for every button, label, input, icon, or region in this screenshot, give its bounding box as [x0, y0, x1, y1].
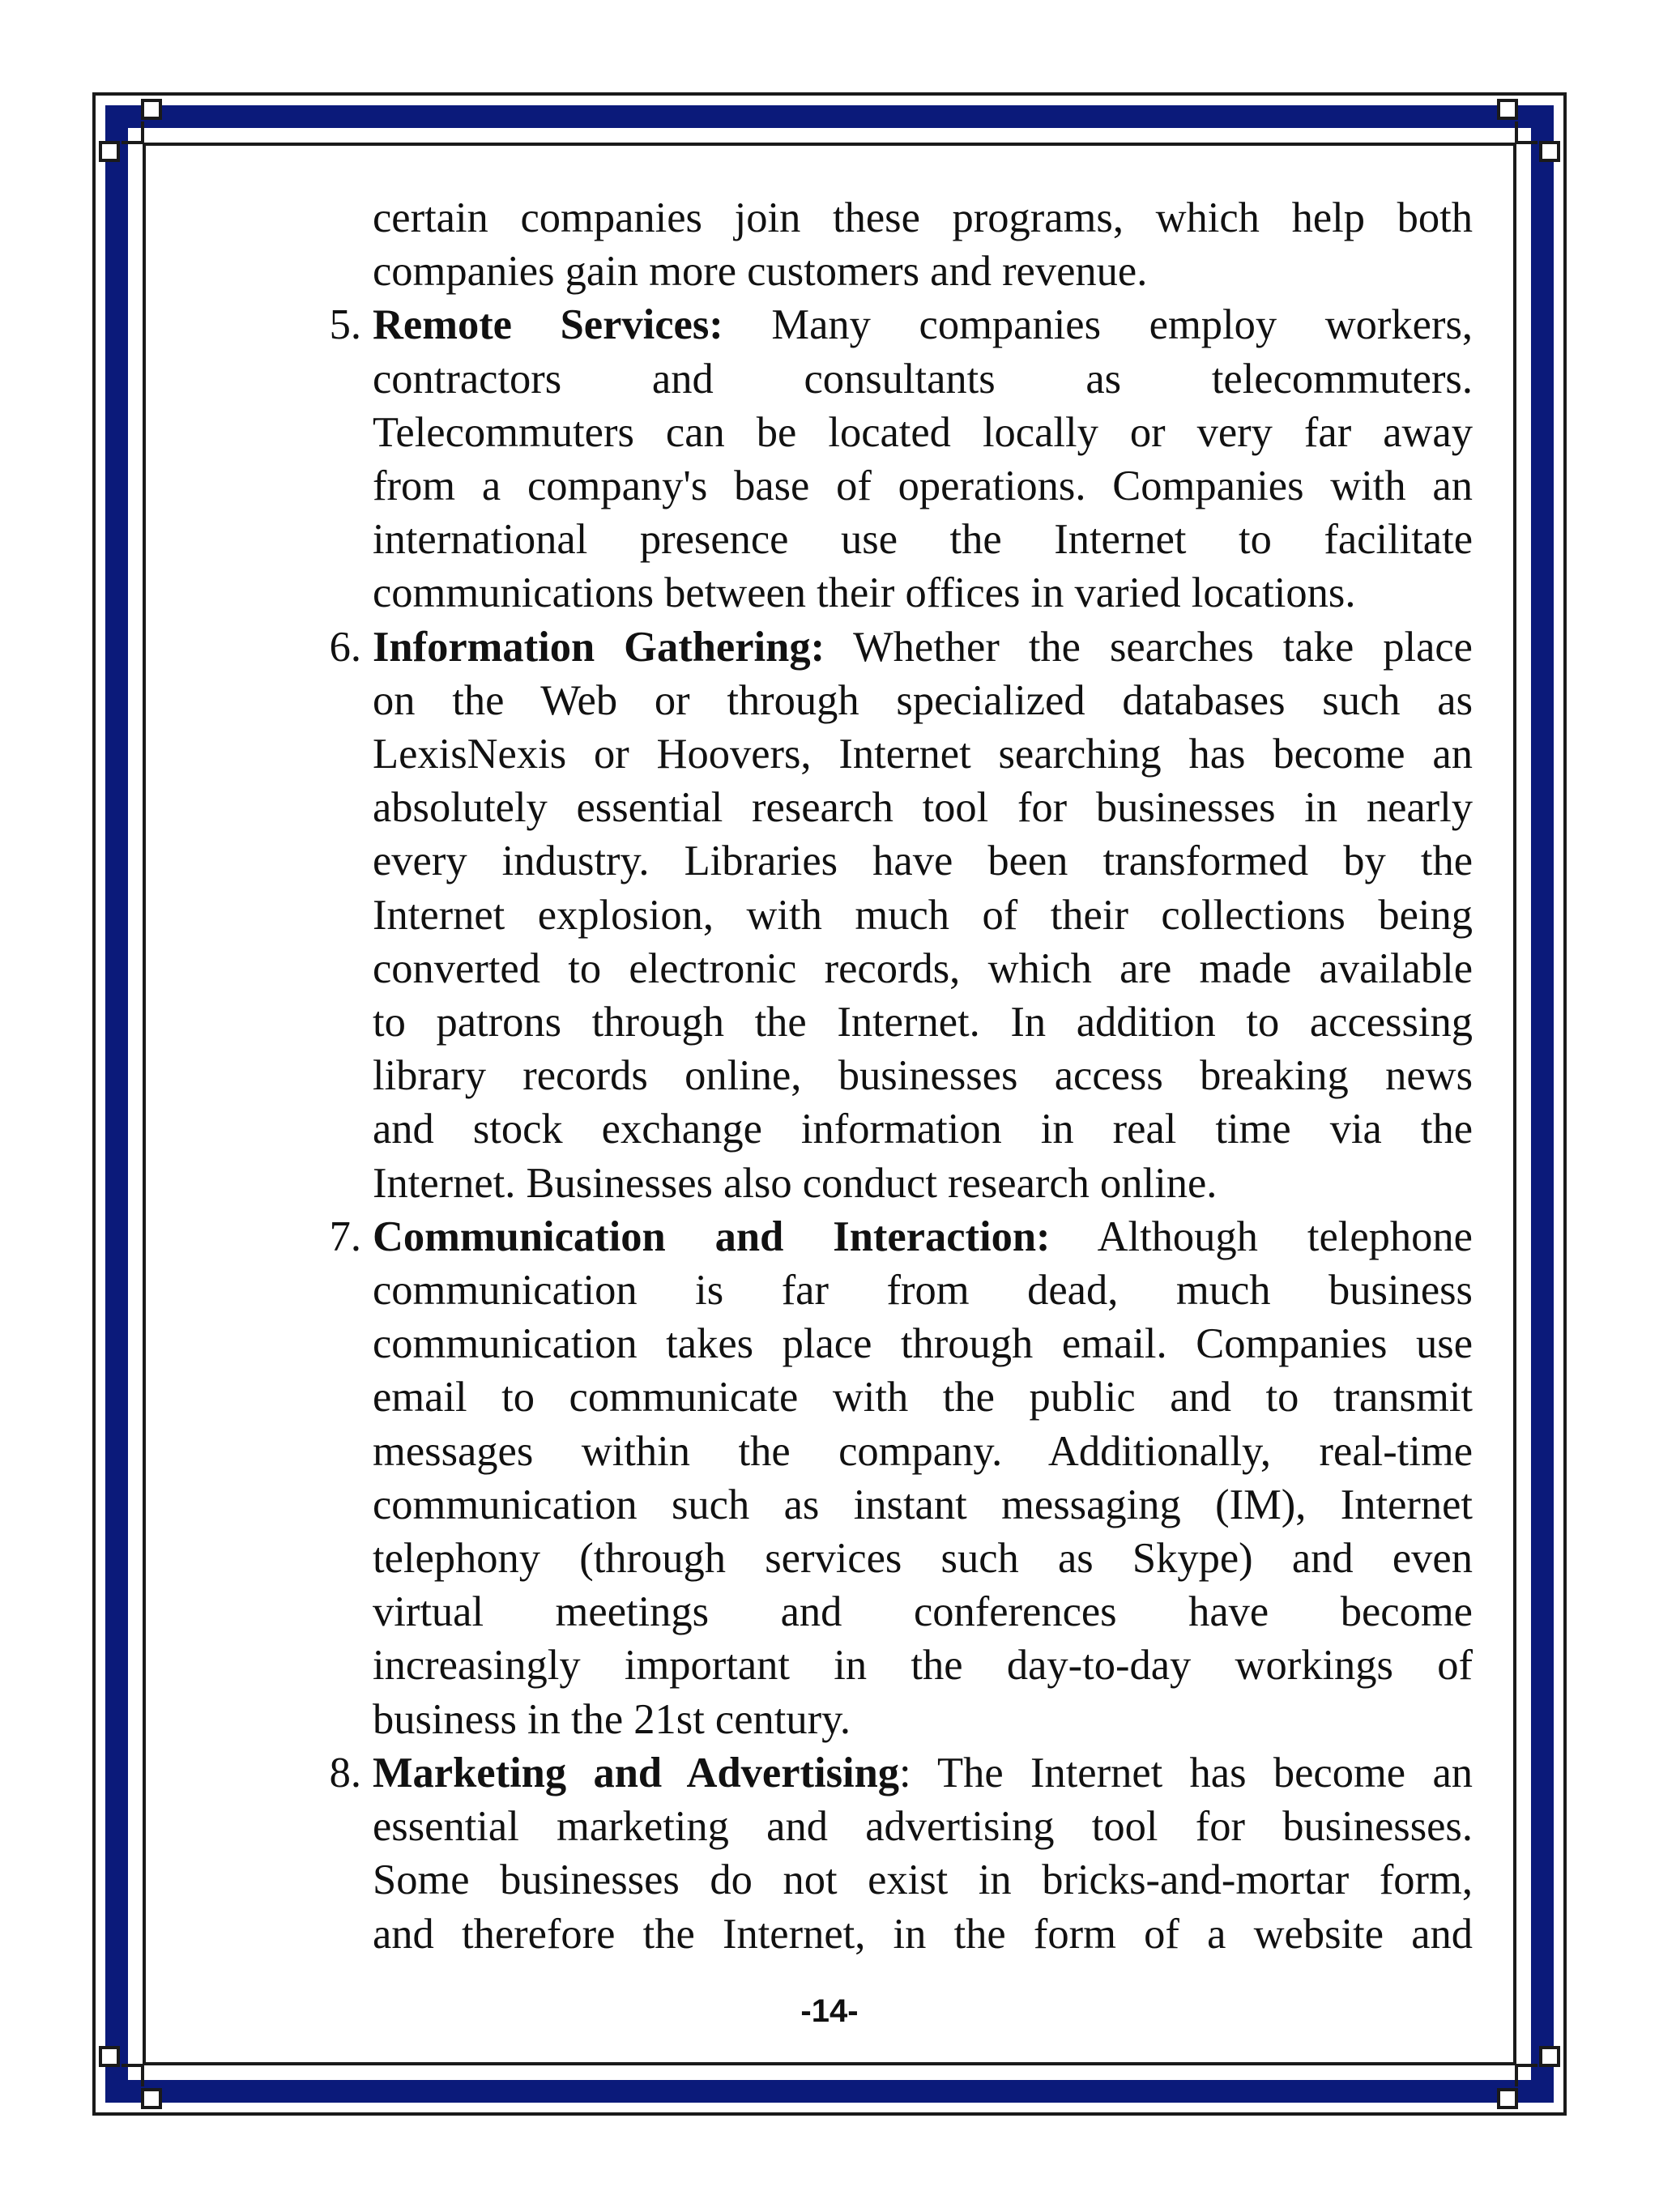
- list-item-5: [329, 298, 1473, 620]
- item-line: business in the 21st century.: [373, 1695, 851, 1743]
- item-line: increasingly important in the day-to-day workings of: [373, 1642, 1473, 1690]
- item-line: Internet. Businesses also conduct research online.: [373, 1159, 1218, 1207]
- item-line: international presence use the Internet to facilitate: [373, 516, 1473, 564]
- item-line: contractors and consultants as telecommuters.: [373, 355, 1473, 403]
- item-number: 5.: [329, 301, 361, 349]
- item-number: 7.: [329, 1213, 361, 1260]
- item-heading-suffix: :: [899, 1749, 911, 1796]
- item-line: library records online, businesses access breaking news: [373, 1052, 1473, 1100]
- item-line: on the Web or through specialized databases such as: [373, 676, 1473, 724]
- item-line: communication such as instant messaging (IM), Internet: [373, 1481, 1473, 1528]
- list-item-7: [329, 1210, 1473, 1746]
- item-line: converted to electronic records, which are made available: [373, 944, 1473, 992]
- item-line: email to communicate with the public and to transmit: [373, 1374, 1473, 1421]
- item-line: The Internet has become an: [911, 1749, 1473, 1796]
- item-line: to patrons through the Internet. In addition to accessing: [373, 999, 1473, 1046]
- item-line: Telecommuters can be located locally or very far away: [373, 408, 1473, 456]
- item-heading: Information Gathering:: [373, 623, 825, 671]
- item-number: 8.: [329, 1749, 361, 1796]
- item-heading: Remote Services:: [373, 301, 723, 349]
- item-first-line: [373, 1210, 1473, 1264]
- item-line: telephony (through services such as Skype) and even: [373, 1535, 1473, 1583]
- page-body: [300, 191, 1473, 1961]
- intro-line-2: companies gain more customers and revenue.: [373, 248, 1148, 296]
- item-line: Some businesses do not exist in bricks-and-mortar form,: [373, 1856, 1473, 1904]
- item-line: virtual meetings and conferences have become: [373, 1588, 1473, 1636]
- item-line: Many companies employ workers,: [723, 301, 1473, 349]
- page-number: -14-: [800, 1993, 859, 2029]
- item-heading: Marketing and Advertising: [373, 1749, 900, 1796]
- item-line: Although telephone: [1050, 1213, 1473, 1260]
- item-number: 6.: [329, 623, 361, 671]
- intro-line-1: certain companies join these programs, which help both: [373, 194, 1473, 241]
- item-line: essential marketing and advertising tool for businesses.: [373, 1803, 1473, 1851]
- list-item-8: [329, 1746, 1473, 1961]
- item-first-line: [373, 620, 1473, 674]
- list-item-6: [329, 620, 1473, 1210]
- item-line: Internet explosion, with much of their collections being: [373, 891, 1473, 939]
- item-line: every industry. Libraries have been transformed by the: [373, 837, 1473, 885]
- item-line: and therefore the Internet, in the form of a website and: [373, 1910, 1473, 1958]
- item-line: messages within the company. Additionally, real-time: [373, 1427, 1473, 1475]
- item-heading: Communication and Interaction:: [373, 1213, 1051, 1260]
- item-line: from a company's base of operations. Companies with an: [373, 462, 1473, 510]
- item-first-line: [373, 298, 1473, 352]
- item-line: and stock exchange information in real time via the: [373, 1106, 1473, 1153]
- item-line: communications between their offices in varied locations.: [373, 569, 1356, 617]
- item-first-line: [373, 1746, 1473, 1800]
- item-line: absolutely essential research tool for businesses in nearly: [373, 784, 1473, 832]
- item-line: LexisNexis or Hoovers, Internet searching has become an: [373, 731, 1473, 778]
- item-line: communication is far from dead, much business: [373, 1267, 1473, 1315]
- item-line: Whether the searches take place: [825, 623, 1473, 671]
- item-line: communication takes place through email. Companies use: [373, 1320, 1473, 1368]
